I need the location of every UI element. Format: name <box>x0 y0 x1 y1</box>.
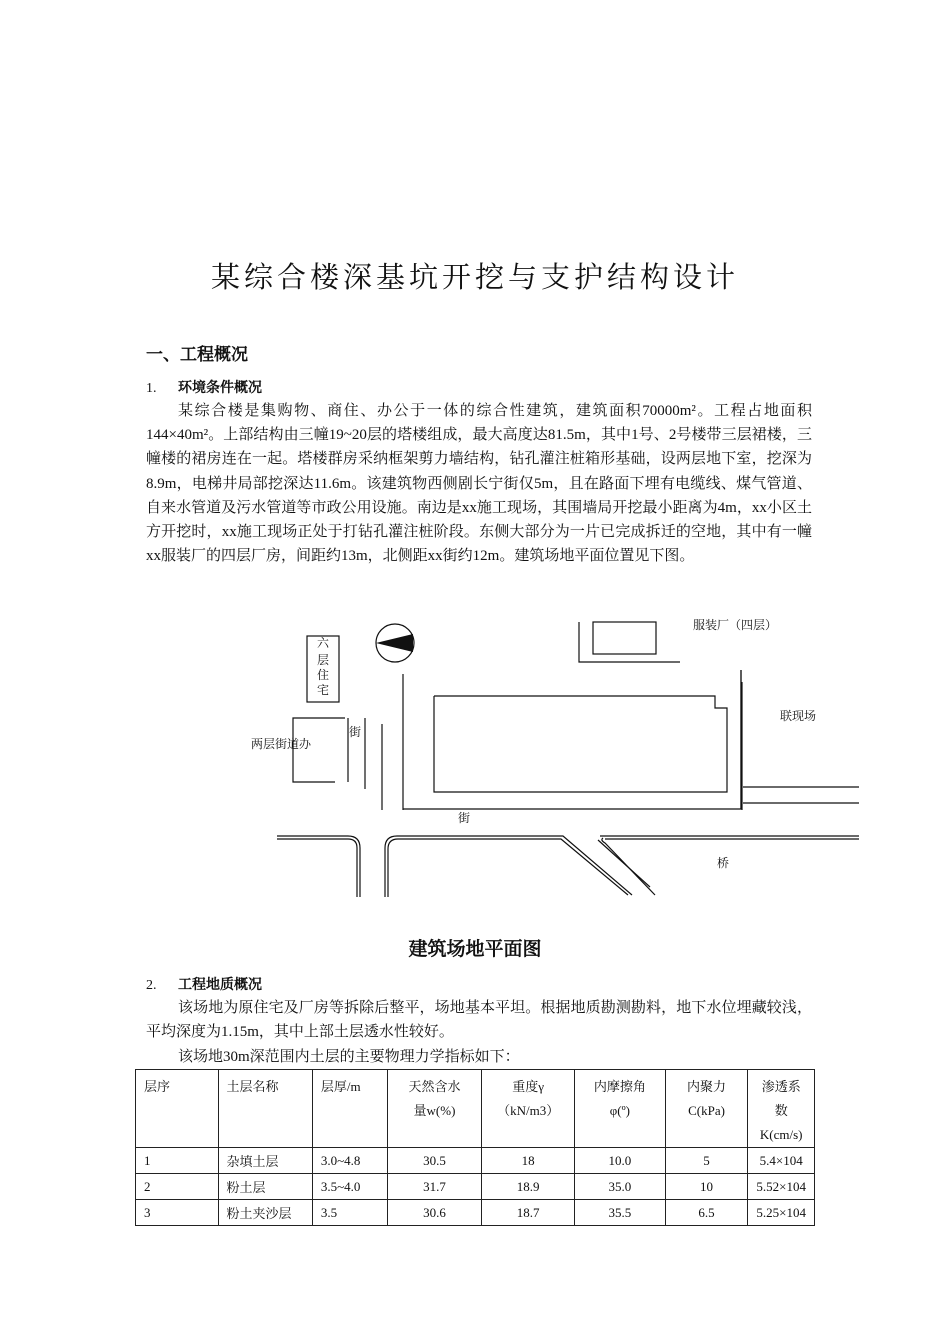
table-cell: 3.0~4.8 <box>312 1148 387 1174</box>
north-arrow-needle <box>376 634 413 652</box>
table-cell: 5.25×104 <box>748 1200 815 1226</box>
table-cell: 31.7 <box>387 1174 482 1200</box>
table-cell: 30.5 <box>387 1148 482 1174</box>
table-header-cell: 内聚力 C(kPa) <box>665 1070 748 1148</box>
table-cell: 18.7 <box>482 1200 575 1226</box>
table-header-cell: 重度γ （kN/m3） <box>482 1070 575 1148</box>
table-cell: 3 <box>136 1200 219 1226</box>
subsection-heading-geology <box>146 974 262 994</box>
section-heading-overview: 一、工程概况 <box>146 345 248 365</box>
subsection-label: 环境条件概况 <box>178 380 262 396</box>
table-cell: 杂填土层 <box>218 1148 312 1174</box>
table-header-cell: 内摩擦角 φ(º) <box>575 1070 666 1148</box>
residential-label-char: 层 <box>317 653 330 667</box>
site-east-label: 联现场 <box>780 709 817 723</box>
paragraph-geology: 该场地为原住宅及厂房等拆除后整平，场地基本平坦。根据地质勘测勘料，地下水位埋藏较浅，平均深度为1.15m，其中上部土层透水性较好。 <box>146 1000 812 1041</box>
table-cell: 3.5 <box>312 1200 387 1226</box>
table-header-cell: 层厚/m <box>312 1070 387 1148</box>
table-cell: 5.4×104 <box>748 1148 815 1174</box>
table-row <box>136 1200 815 1226</box>
table-cell: 18.9 <box>482 1174 575 1200</box>
subsection-heading-environment <box>146 377 262 397</box>
table-header-cell: 层序 <box>136 1070 219 1148</box>
table-cell: 10.0 <box>575 1148 666 1174</box>
residential-label-char: 六 <box>317 636 330 650</box>
table-cell: 35.5 <box>575 1200 666 1226</box>
soil-properties-table <box>135 1069 815 1226</box>
table-header-row <box>136 1070 815 1148</box>
main-building-footprint <box>434 696 727 792</box>
table-cell: 3.5~4.0 <box>312 1174 387 1200</box>
table-cell: 18 <box>482 1148 575 1174</box>
table-cell: 10 <box>665 1174 748 1200</box>
table-cell: 30.6 <box>387 1200 482 1226</box>
site-plan-drawing <box>245 612 865 904</box>
subsection-number: 1. <box>146 381 157 396</box>
table-header-cell: 渗透系数 K(cm/s) <box>748 1070 815 1148</box>
residential-label-char: 宅 <box>317 683 330 697</box>
table-header-cell: 天然含水 量w(%) <box>387 1070 482 1148</box>
site-plan-figure <box>245 612 865 908</box>
table-cell: 粉土层 <box>218 1174 312 1200</box>
paragraph-environment: 某综合楼是集购物、商住、办公于一体的综合性建筑，建筑面积70000m²。工程占地面积144×40m²。上部结构由三幢19~20层的塔楼组成，最大高度达81.5m，其中1号、2号楼带三层裙楼，三幢楼的裙房连在一起。塔楼群房采纳框架剪力墙结构，钻孔灌注桩箱形基础，设两层地下室，挖深为8.9m，电梯井局部挖深达11.6m。该建筑物西侧剧长宁街仅5m，且在路面下埋有电缆线、煤气管道、自来水管道及污水管道等市政公用设施。南边是xx施工现场，其围墙局开挖最小距离为4m，xx小区土方开挖时，xx施工现场正处于打钻孔灌注桩阶段。东侧大部分为一片已完成拆迁的空地，其中有一幢xx服装厂的四层厂房，间距约13m，北侧距xx街约12m。建筑场地平面位置见下图。 <box>146 403 812 565</box>
table-cell: 2 <box>136 1174 219 1200</box>
table-header-cell: 土层名称 <box>218 1070 312 1148</box>
table-row <box>136 1148 815 1174</box>
street-south-label: 街 <box>458 811 471 825</box>
factory-building <box>593 622 656 654</box>
road-south-west <box>277 836 360 897</box>
residential-label-char: 住 <box>317 668 330 682</box>
figure-caption: 建筑场地平面图 <box>408 938 542 960</box>
table-cell: 6.5 <box>665 1200 748 1226</box>
street-west-label: 街 <box>349 725 362 739</box>
road-south-center <box>385 836 632 897</box>
paragraph-table-intro: 该场地30m深范围内土层的主要物理力学指标如下： <box>178 1049 520 1065</box>
factory-label: 服装厂（四层） <box>693 618 778 632</box>
table-cell: 粉土夹沙层 <box>218 1200 312 1226</box>
table-cell: 35.0 <box>575 1174 666 1200</box>
bridge-label: 桥 <box>717 856 730 870</box>
table-cell: 1 <box>136 1148 219 1174</box>
office-label: 两层街道办 <box>251 737 312 751</box>
table-cell: 5 <box>665 1148 748 1174</box>
table-cell: 5.52×104 <box>748 1174 815 1200</box>
residential-label <box>317 636 330 697</box>
subsection-number: 2. <box>146 978 157 993</box>
document-title: 某综合楼深基坑开挖与支护结构设计 <box>210 260 739 294</box>
table-row <box>136 1174 815 1200</box>
subsection-label: 工程地质概况 <box>178 977 262 993</box>
